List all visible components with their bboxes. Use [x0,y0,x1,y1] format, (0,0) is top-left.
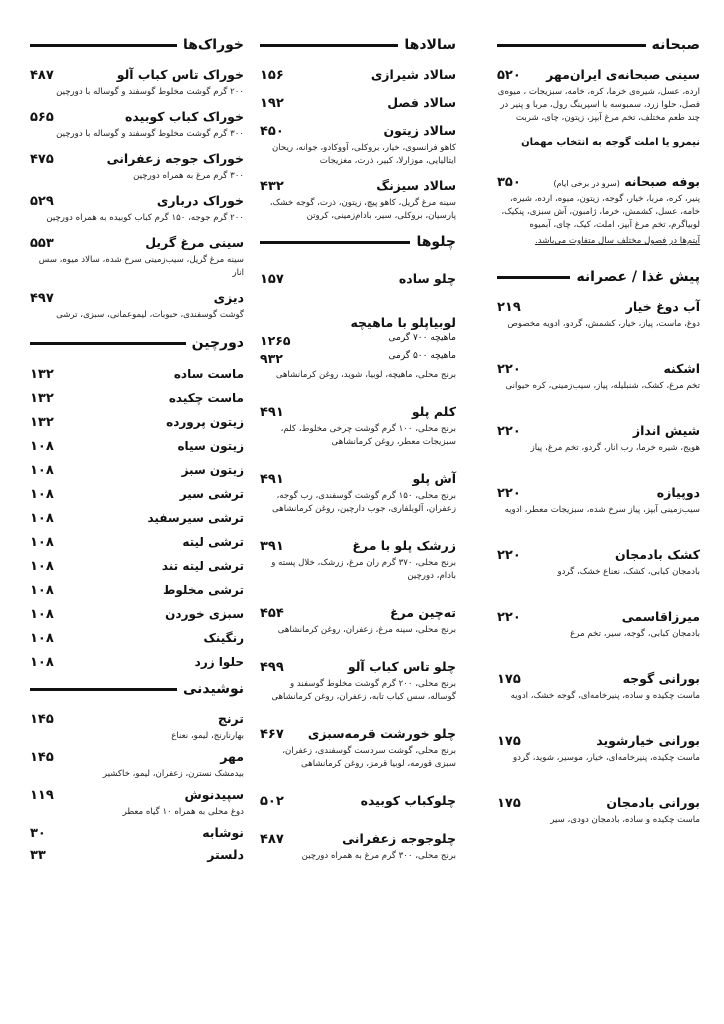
section-title: پیش غذا / عصرانه [576,269,700,285]
item-description: برنج محلی، ماهیچه، لوبیا، شوید، روغن کرمانشاهی [275,370,456,380]
item-price: ۵۲۰ [497,68,521,83]
item-price: ۳۰ [30,826,46,841]
item-description: سینه مرغ گریل، سیب‌زمینی سرخ شده، سالاد میوه، سس انار [38,255,244,278]
item-price: ۱۷۵ [497,734,521,749]
menu-item [497,671,700,703]
item-price: ۱۰۸ [30,535,54,550]
item-name: سالاد شیرازی [370,67,456,82]
item-price: ۴۸۷ [260,832,284,847]
item-price: ۴۹۱ [260,472,284,487]
menu-item [260,793,456,809]
item-name: سپیدنوش [184,787,244,802]
menu-item [497,795,700,827]
item-price: ۱۵۷ [260,272,284,287]
menu-item [30,193,244,225]
item-name: چلو ساده [398,271,456,286]
menu-item [260,659,456,704]
item-description: برنج محلی، ۳۷۰ گرم ران مرغ، زرشک، خلال پسته و بادام، دورچین [271,558,456,581]
item-description: برنج محلی، گوشت سردست گوسفندی، زعفران، سبزی قورمه، لوبیا قرمز، روغن کرمانشاهی [282,746,456,769]
section-title: دورچین [191,335,244,351]
item-name: چلوکباب کوبیده [360,793,456,808]
item-name: دلستر [207,847,244,862]
item-price: ۲۲۰ [497,548,521,563]
menu-item [30,487,244,502]
item-description: گوشت گوسفندی، حبوبات، لیموعمانی، سبزی، ترشی [56,310,244,320]
section-rule [260,241,410,244]
menu-item [30,391,244,406]
item-name: ترشی لیته تند [161,559,244,573]
menu-item [30,415,244,430]
item-description: برنج محلی، ۳۰۰ گرم مرغ به همراه دورچین [301,851,456,861]
item-name: زرشک پلو با مرغ [352,538,456,553]
item-description: دوغ محلی به همراه ۱۰ گیاه معطر [122,807,244,817]
item-description: بادمجان کبابی، گوجه، سیر، تخم مرغ [570,629,700,639]
menu-item [497,361,700,393]
item-name: چلو خورشت قرمه‌سبزی [307,726,456,741]
section-title: سالادها [404,37,456,53]
item-name: زیتون سبز [181,463,244,477]
item-name: بورانی خیارشوید [596,733,700,748]
menu-item [30,847,244,863]
menu-item [260,538,456,583]
item-name: خوراک درباری [156,193,244,208]
item-description: بهارنارنج، لیمو، نعناع [171,731,244,741]
item-name: سبزی خوردن [165,607,244,621]
item-price: ۴۷۵ [30,152,54,167]
item-price: ۵۶۵ [30,110,54,125]
item-price: ۱۰۸ [30,607,54,622]
item-name: سالاد زیتون [383,123,456,138]
item-name: کلم پلو [411,404,456,419]
item-price: ۴۹۱ [260,405,284,420]
item-name: دیزی [213,290,244,305]
item-price: ۱۵۶ [260,68,284,83]
item-price: ۴۵۰ [260,124,284,139]
section-title: نوشیدنی [182,681,244,697]
menu-item [260,67,456,83]
menu-item [30,711,244,743]
item-description: بادمجان کبابی، کشک، نعناع خشک، گردو [557,567,700,577]
menu-item [30,367,244,382]
item-price: ۵۰۲ [260,794,284,809]
item-name: ترشی سیر [179,487,244,501]
item-price: ۱۷۵ [497,672,521,687]
menu-item [30,825,244,841]
item-name: ترنج [217,711,244,726]
menu-item [260,123,456,168]
item-name: میرزاقاسمی [621,609,700,624]
menu-item [497,299,700,331]
menu-item [30,749,244,781]
item-name: چلو تاس کباب آلو [347,659,456,674]
item-price: ۴۸۷ [30,68,54,83]
item-description: ماست چکیده، پنیرخامه‌ای، خیار، موسیر، شوید، گردو [513,753,700,763]
item-name: سالاد سیزنگ [376,178,456,193]
option-price: ۹۳۲ [260,351,283,366]
menu-item [497,485,700,517]
item-price: ۱۱۹ [30,788,54,803]
item-price: ۳۹۱ [260,539,284,554]
item-price: ۱۴۵ [30,712,54,727]
item-name: بورانی بادمجان [606,795,700,810]
item-name: چلوجوجه زعفرانی [342,831,456,846]
menu-item [30,463,244,478]
menu-item [30,439,244,454]
item-name: خوراک جوجه زعفرانی [106,151,244,166]
item-description: دوغ، ماست، پیاز، خیار، کشمش، گردو، ادویه مخصوص [507,319,700,329]
menu-item [30,583,244,598]
section-title: خوراک‌ها [182,37,244,53]
item-description: تخم مرغ، کشک، شنبلیله، پیاز، سیب‌زمینی، کره حیوانی [505,381,700,391]
menu-item [260,271,456,287]
item-price: ۴۳۲ [260,179,284,194]
column-middle [260,30,456,867]
menu-item [260,471,456,516]
item-price: ۴۶۷ [260,727,284,742]
section-rice [260,227,456,863]
item-price: ۴۵۴ [260,606,284,621]
item-price: ۱۰۸ [30,463,54,478]
item-description: برنج محلی، سینه مرغ، زعفران، روغن کرمانشاهی [277,625,456,635]
item-name: حلوا زرد [194,655,244,669]
section-rule [260,44,398,47]
section-title: صبحانه [651,37,700,53]
item-description: ۲۰۰ گرم جوجه، ۱۵۰ گرم کباب کوبیده به همراه دورچین [46,213,244,223]
item-price: ۲۱۹ [497,300,521,315]
item-price: ۱۰۸ [30,511,54,526]
item-name: سینی مرغ گریل [145,235,244,250]
menu-item [30,607,244,622]
menu-item [497,423,700,455]
item-name: مهر [220,749,244,764]
option-price: ۱۲۶۵ [260,333,291,348]
item-description: بیدمشک نسترن، زعفران، لیمو، خاکشیر [102,769,244,779]
item-description: ۳۰۰ گرم مرغ به همراه دورچین [133,171,244,181]
menu-item [30,655,244,670]
item-name: لوبیاپلو با ماهیچه [350,315,456,330]
menu-item [30,559,244,574]
item-name: آب دوغ خیار [625,299,700,314]
section-rule [30,688,177,691]
section-rule [497,44,646,47]
section-rule [497,276,570,279]
item-price: ۲۲۰ [497,362,521,377]
item-description: سینه مرغ گریل، کاهو پیچ، زیتون، ذرت، گوجه خشک، پارسیان، بروکلی، سیر، بادام‌زمینی، کروتن [269,198,456,221]
menu-item [30,151,244,183]
item-name: بورانی گوجه [622,671,700,686]
item-description: برنج محلی، ۲۰۰ گرم گوشت مخلوط گوسفند و گوساله، سس کباب تابه، زعفران، روغن کرمانشاهی [271,679,456,702]
section-sides [30,328,244,670]
item-description: هویج، شیره خرما، رب انار، گردو، تخم مرغ، پیاز [530,443,700,453]
section-drinks [30,674,244,863]
item-price: ۴۹۷ [30,291,54,306]
item-name: سینی صبحانه‌ی ایران‌مهر [546,67,700,82]
item-name-text: بوفه صبحانه [624,174,700,189]
item-price: ۱۳۲ [30,367,54,382]
menu-item [497,137,700,148]
item-price: ۱۰۸ [30,583,54,598]
item-name [553,174,700,189]
item-name: ته‌چین مرغ [389,605,456,620]
item-price: ۱۰۸ [30,559,54,574]
item-name: دوپیازه [656,485,700,500]
menu-item [260,726,456,771]
item-description: ماست چکیده و ساده، بادمجان دودی، سیر [550,815,700,825]
item-price: ۲۲۰ [497,610,521,625]
section-rule [30,44,177,47]
menu-item [30,67,244,99]
item-description: ارده، عسل، شیره‌ی خرما، کره، خامه، سبزیجات ، میوه‌ی فصل، حلوا زرد، سمبوسه با اسپرینگ رول، مربا و پنیر در چند طعم مختلف، تخم مرغ آبپز، زیتون، چای، شربت [497,87,700,123]
item-name: خوراک تاس کباب آلو [116,67,244,82]
item-price: ۲۲۰ [497,486,521,501]
item-description: پنیر، کره، مربا، خیار، گوجه، زیتون، میوه، ارده، شیره، خامه، عسل، کشمش، خرما، ژامبون، آش سبزی، پنکیک، لوبیاگرم، تخم مرغ آبپز، املت، کیک، چای، آبمیوه [501,194,700,230]
item-name: نیمرو یا املت گوجه به انتخاب مهمان [521,137,700,148]
item-name: رنگینک [203,631,244,645]
item-description: کاهو فرانسوی، خیار، بروکلی، آووکادو، جوانه، ریحان ایتالیایی، موزارلا، کبیر، ذرت، مغزیجات [272,143,456,166]
column-left [30,30,244,867]
item-price: ۳۵۰ [497,175,521,190]
menu-item [30,631,244,646]
item-name: اشکنه [663,361,700,376]
menu-item [260,831,456,863]
section-mains [30,30,244,322]
item-name: ماست ساده [173,367,244,381]
section-breakfast [497,30,700,248]
menu-item [497,609,700,641]
menu-item [260,95,456,111]
menu-item [497,67,700,125]
item-name: ترشی لیته [182,535,244,549]
item-name: زیتون سیاه [177,439,244,453]
item-price: ۱۰۸ [30,655,54,670]
item-description: ۲۰۰ گرم گوشت مخلوط گوسفند و گوساله با دورچین [56,87,244,97]
item-name: نوشابه [202,825,244,840]
item-name: ترشی مخلوط [162,583,244,597]
section-rule [30,342,186,345]
item-name: زیتون پرورده [166,415,244,429]
section-appetizers [497,262,700,827]
menu-item [30,535,244,550]
item-description: سیب‌زمینی آبپز، پیاز سرخ شده، سبزیجات معطر، ادویه [504,505,700,515]
item-price: ۲۲۰ [497,424,521,439]
menu-item [30,235,244,280]
item-price: ۴۹۹ [260,660,284,675]
item-option [260,351,456,366]
item-price: ۳۳ [30,848,46,863]
item-name: ترشی سیرسفید [147,511,244,525]
item-price: ۵۵۳ [30,236,54,251]
menu-item [260,315,456,382]
item-name: خوراک کباب کوبیده [125,109,244,124]
option-label: ماهیچه ۵۰۰ گرمی [388,351,456,361]
item-price: ۱۰۸ [30,439,54,454]
menu-item [260,178,456,223]
item-description: ماست چکیده و ساده، پنیرخامه‌ای، گوجه خشک، ادویه [510,691,700,701]
item-price: ۵۲۹ [30,194,54,209]
menu-item [497,733,700,765]
section-title: چلوها [416,234,456,250]
item-description: ۳۰۰ گرم گوشت مخلوط گوسفند و گوساله با دورچین [56,129,244,139]
item-name: آش پلو [412,471,456,486]
menu-item [30,787,244,819]
item-subtitle: (سرو در برخی ایام) [553,179,620,188]
item-price: ۱۳۲ [30,415,54,430]
item-price: ۱۴۵ [30,750,54,765]
item-description: برنج محلی، ۱۰۰ گرم گوشت چرخی مخلوط، کلم، سبزیجات معطر، روغن کرمانشاهی [280,424,456,447]
menu-item [497,547,700,579]
menu-item [30,511,244,526]
item-name: کشک بادمجان [614,547,700,562]
item-price: ۱۰۸ [30,631,54,646]
section-salads [260,30,456,223]
item-footnote: آیتم‌ها در فصول مختلف سال متفاوت می‌باشد. [534,236,700,246]
menu-item [30,109,244,141]
menu-item [260,404,456,449]
menu-item [260,605,456,637]
menu-item [497,174,700,248]
item-name: سالاد فصل [387,95,456,110]
option-label: ماهیچه ۷۰۰ گرمی [388,333,456,343]
column-right [497,30,700,831]
item-price: ۱۹۲ [260,96,284,111]
item-option [260,333,456,348]
item-name: شیش انداز [632,423,700,438]
menu-item [30,290,244,322]
item-name: ماست چکیده [168,391,244,405]
item-description: برنج محلی، ۱۵۰ گرم گوشت گوسفندی، رب گوجه، زعفران، آلوبلفاری، جوب دارچین، روغن کرمانشاهی [272,491,456,514]
item-price: ۱۳۲ [30,391,54,406]
item-price: ۱۰۸ [30,487,54,502]
item-price: ۱۷۵ [497,796,521,811]
